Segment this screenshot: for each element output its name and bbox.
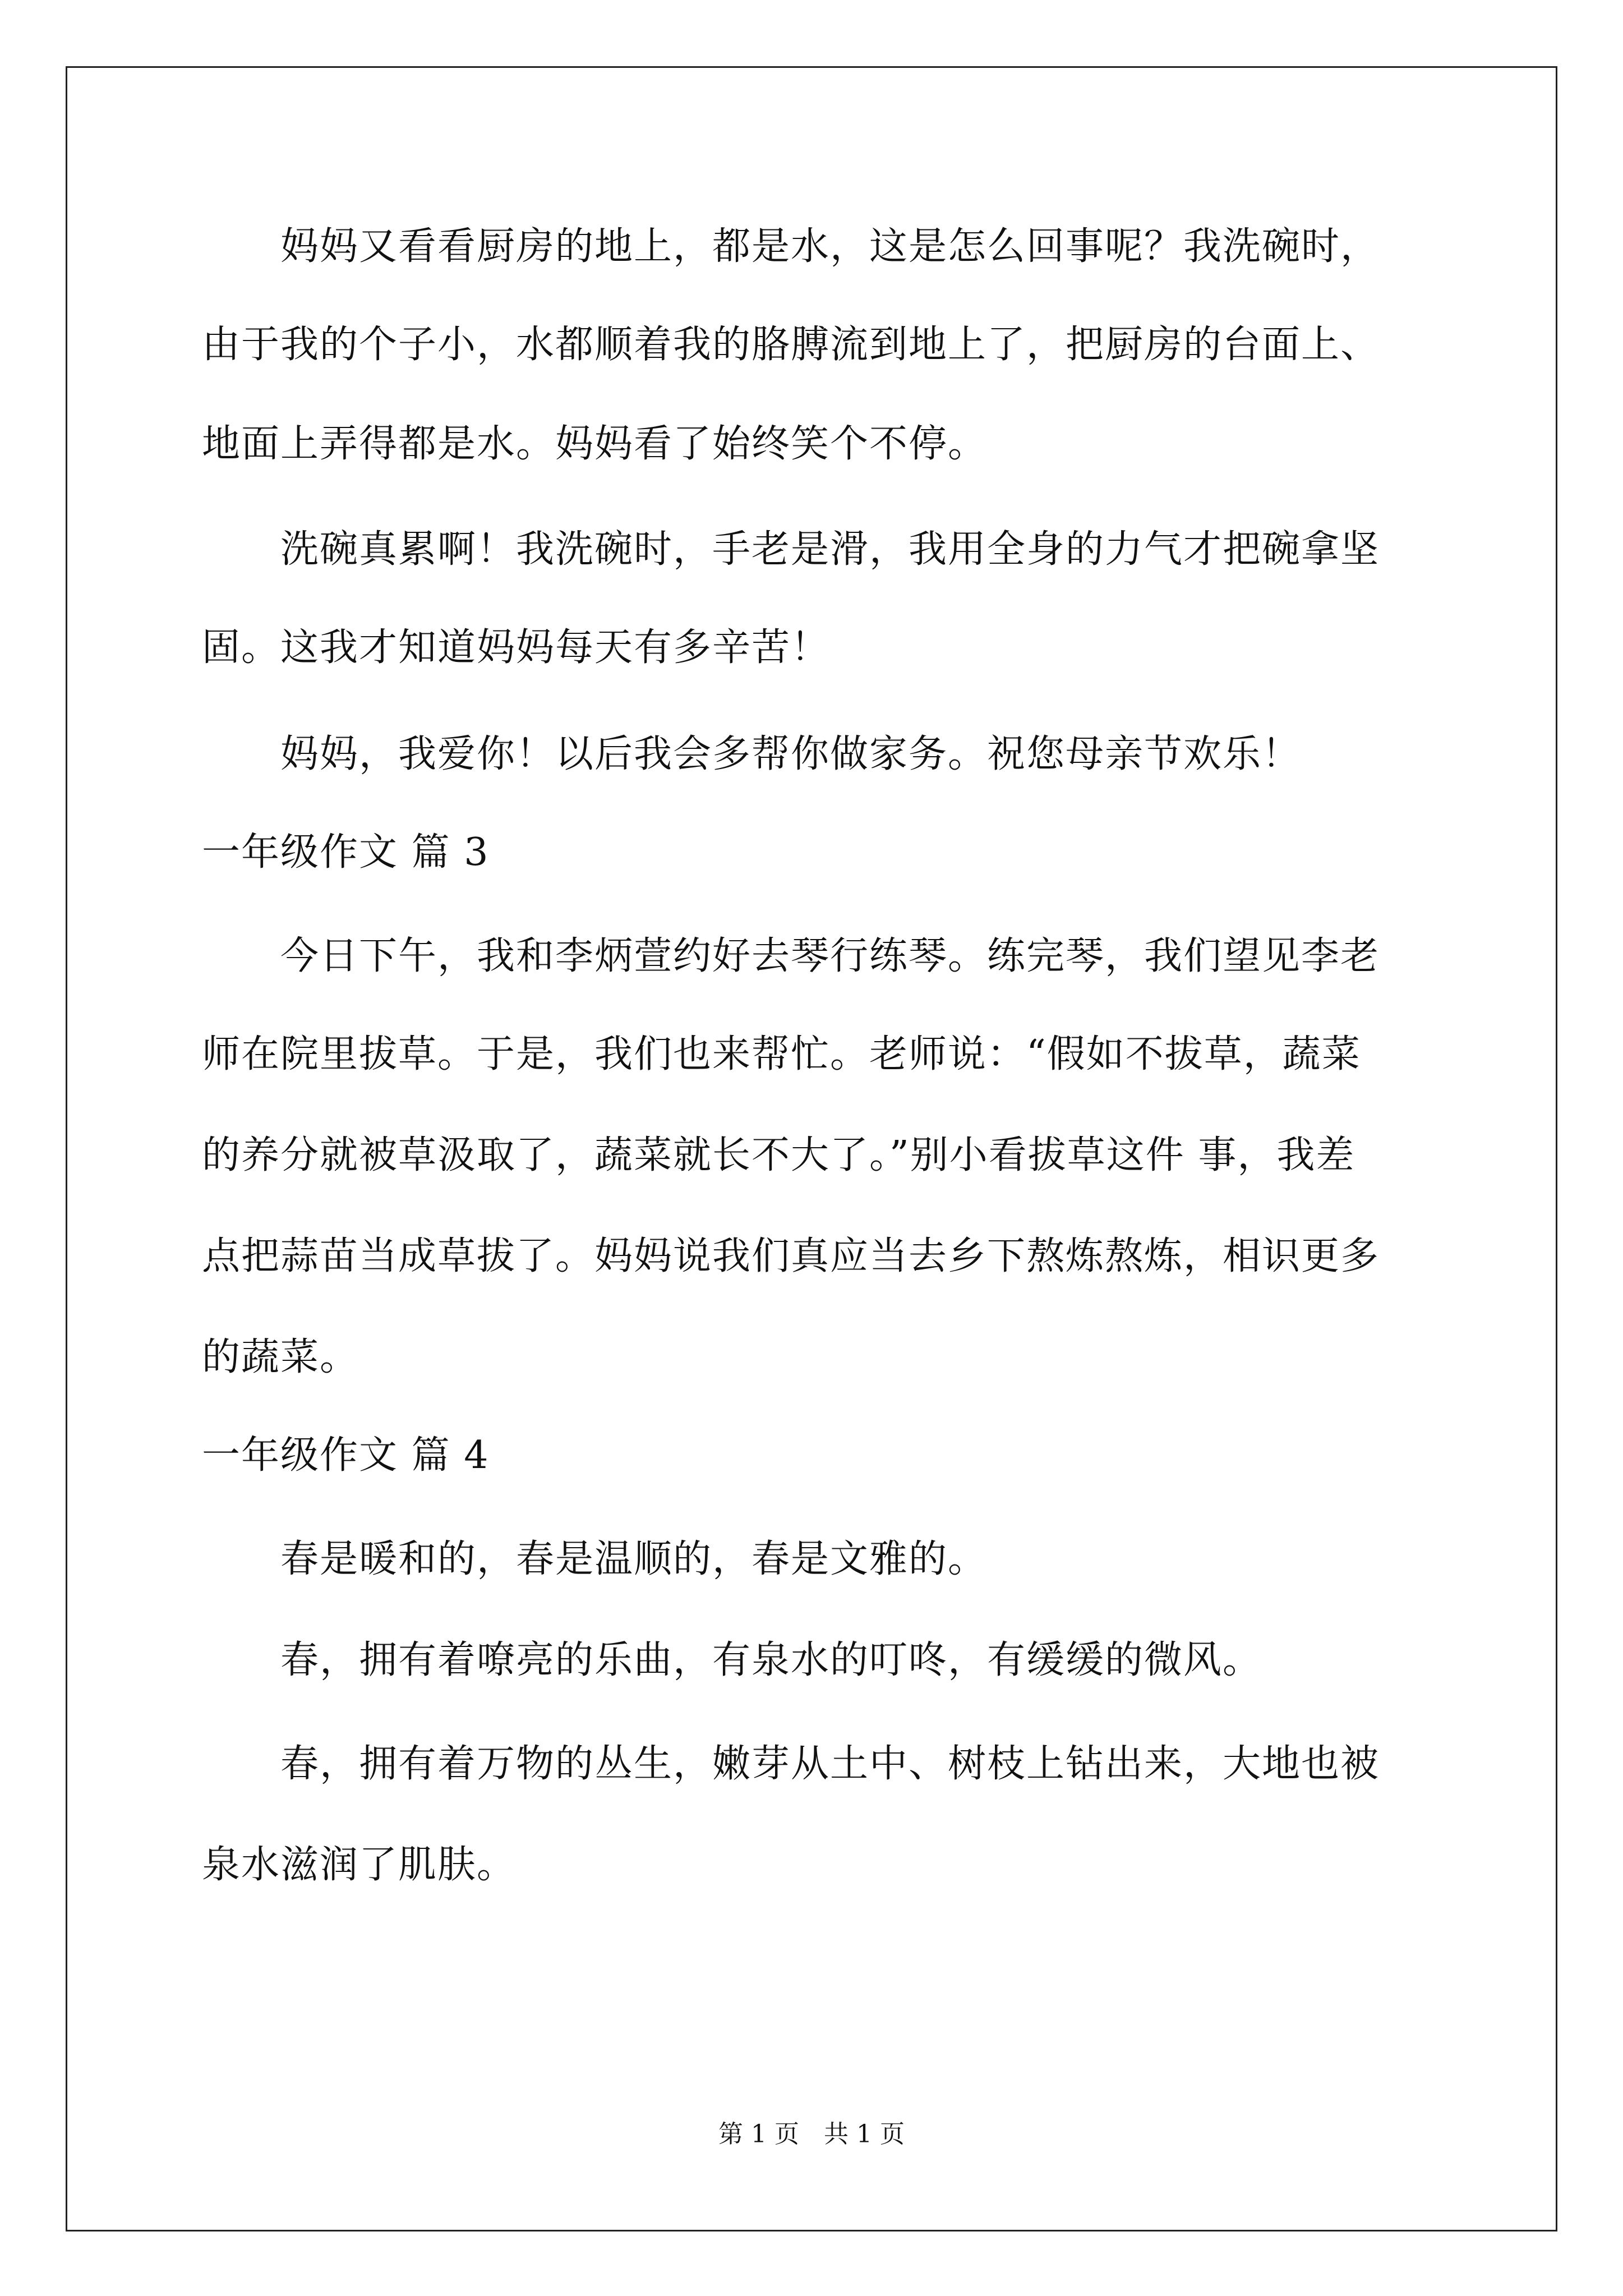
section-heading-3: 一年级作文 篇 3 — [202, 830, 490, 875]
paragraph-1-line-1: 妈妈又看看厨房的地上，都是水，这是怎么回事呢？我洗碗时， — [280, 224, 1380, 269]
paragraph-4-line-4: 点把蒜苗当成草拔了。妈妈说我们真应当去乡下熬炼熬炼，相识更多 — [202, 1234, 1380, 1278]
paragraph-4-line-1: 今日下午，我和李炳萱约好去琴行练琴。练完琴，我们望见李老 — [280, 934, 1380, 978]
paragraph-5-line-1: 春是暖和的，春是温顺的，春是文雅的。 — [280, 1537, 988, 1581]
paragraph-4-line-3: 的养分就被草汲取了，蔬菜就长不大了。”别小看拔草这件 事，我差 — [202, 1133, 1355, 1177]
page-number-footer: 第 1 页 共 1 页 — [718, 2120, 905, 2148]
paragraph-2-line-2: 固。这我才知道妈妈每天有多辛苦！ — [202, 625, 831, 670]
paragraph-1-line-2: 由于我的个子小，水都顺着我的胳膊流到地上了，把厨房的台面上、 — [202, 323, 1380, 367]
paragraph-7-line-1: 春，拥有着万物的丛生，嫩芽从土中、树枝上钻出来，大地也被 — [280, 1742, 1380, 1786]
paragraph-1-line-3: 地面上弄得都是水。妈妈看了始终笑个不停。 — [202, 422, 988, 466]
paragraph-4-line-5: 的蔬菜。 — [202, 1335, 359, 1379]
paragraph-7-line-2: 泉水滋润了肌肤。 — [202, 1843, 517, 1887]
paragraph-3-line-1: 妈妈，我爱你！以后我会多帮你做家务。祝您母亲节欢乐！ — [280, 732, 1302, 776]
paragraph-2-line-1: 洗碗真累啊！我洗碗时，手老是滑，我用全身的力气才把碗拿坚 — [280, 527, 1380, 572]
paragraph-6-line-1: 春，拥有着嘹亮的乐曲，有泉水的叮咚，有缓缓的微风。 — [280, 1638, 1262, 1682]
paragraph-4-line-2: 师在院里拔草。于是，我们也来帮忙。老师说：“假如不拔草，蔬菜 — [202, 1032, 1361, 1076]
section-heading-4: 一年级作文 篇 4 — [202, 1433, 490, 1478]
